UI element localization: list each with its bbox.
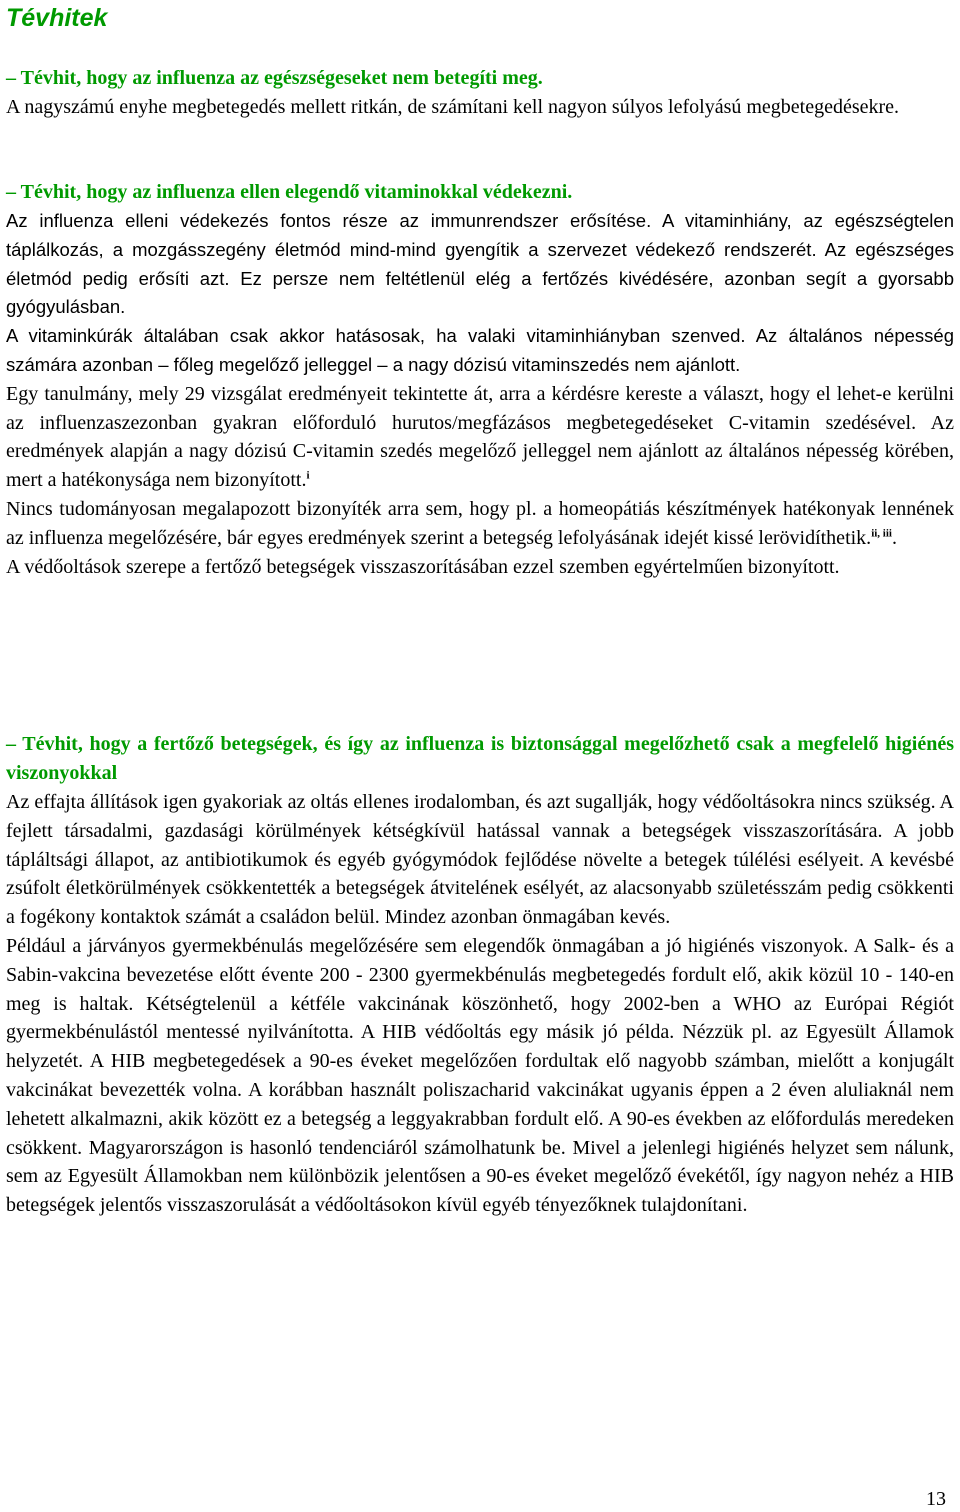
section-3-paragraph-2: Például a járványos gyermekbénulás megelőzésére sem elegendők önmagában a jó higiénés viszonyok. A Salk- és a Sabin-vakcina bevezetése előtt évente 200 - 2300 gyermekbénulás megbetegedés fordult elő, akik közül 10 - 140-en meg is haltak. Kétségtelenül a kétféle vakcinának köszönhető, hogy 2002-ben a WHO az Európai Régiót gyermekbénulástól mentessé nyilvánította. A HIB védőoltás egy másik jó példa. Nézzük pl. az Egyesült Államok helyzetét. A HIB megbetegedések a 90-es éveket megelőzően fordultak elő nagyobb számban, mielőtt a konjugált vakcinákat bevezették volna. A korábban használt poliszacharid vakcinákat ugyanis éppen a 2 éven aluliaknál nem lehetett alkalmazni, akik között ez a betegség a leggyakrabban fordult elő. A 90-es években az előfordulás meredeken csökkent. Magyarországon is hasonló tendenciáról számolhatunk be. Mivel a jelenlegi higiénés helyzet sem nálunk, sem az Egyesült Államokban nem különbözik jelentősen a 90-es éveket megelőző évekétől, így nagyon nehéz a HIB betegségek jelentős visszaszorulását a védőoltásokon kívül egyéb tényezőknek tulajdonítani.	[6, 934, 954, 1217]
section-2-paragraph-2: A vitaminkúrák általában csak akkor hatásosak, ha valaki vitaminhiányban szenved. Az általános népesség számára azonban – főleg megelőző jelleggel – a nagy dózisú vitaminszedés nem ajánlott.	[6, 325, 954, 375]
page-number: 13	[926, 1488, 946, 1510]
section-1-body: A nagyszámú enyhe megbetegedés mellett ritkán, de számítani kell nagyon súlyos lefolyású megbetegedésekre.	[6, 96, 900, 118]
section-1-heading: – Tévhit, hogy az influenza az egészségeseket nem betegíti meg.	[6, 67, 543, 89]
section-2-paragraph-4-text: Nincs tudományosan megalapozott bizonyíték arra sem, hogy pl. a homeopátiás készítmények hatékonyak lennének az influenza megelőzésére, bár egyes eredmények szerint a betegség lefolyásának idejét kissé lerövidíthetik.	[6, 497, 954, 549]
section-1	[6, 64, 954, 122]
section-2-paragraph-1: Az influenza elleni védekezés fontos része az immunrendszer erősítése. A vitaminhiány, az egészségtelen táplálkozás, a mozgásszegény életmód mind-mind gyengítik a szervezet védekező rendszerét. Az egészséges életmód pedig erősíti azt. Ez persze nem feltétlenül elég a fertőzés kivédésére, azonban segít a gyorsabb gyógyulásban.	[6, 210, 954, 318]
section-3-heading: – Tévhit, hogy a fertőző betegségek, és így az influenza is biztonsággal megelőzhető csak a megfelelő higiénés viszonyokkal	[6, 733, 954, 784]
section-2-heading: – Tévhit, hogy az influenza ellen elegendő vitaminokkal védekezni.	[6, 181, 573, 203]
page-title: Tévhitek	[6, 4, 108, 32]
section-2-paragraph-4	[6, 495, 954, 553]
section-2-paragraph-5: A védőoltások szerepe a fertőző betegségek visszaszorításában ezzel szemben egyértelműen bizonyított.	[6, 555, 840, 578]
section-2-paragraph-3	[6, 380, 954, 495]
section-2-paragraph-3-text: Egy tanulmány, mely 29 vizsgálat eredményeit tekintette át, arra a kérdésre kereste a választ, hogy el lehet-e kerülni az influenzaszezonban gyakran előforduló hurutos/megfázásos megbetegedéseket C-vitamin szedésével. Az eredmények alapján a nagy dózisú C-vitamin szedés megelőző jelleggel nem ajánlott az általános népesség körében, mert a hatékonysága nem bizonyított.	[6, 382, 954, 492]
section-2-paragraph-4-end: .	[891, 526, 897, 549]
section-2	[6, 178, 954, 581]
endnote-ref-ii-iii[interactable]: ii, iii	[871, 527, 892, 540]
section-3-paragraph-1: Az effajta állítások igen gyakoriak az oltás ellenes irodalomban, és azt sugallják, hogy védőoltásokra nincs szükség. A fejlett társadalmi, gazdasági körülmények kétségkívül hatással vannak a betegségek visszaszorítására. A jobb tápláltsági állapot, az antibiotikumok és egyéb gyógymódok fejlődése növelte a betegek túlélési esélyeit. A kevésbé zsúfolt életkörülmények csökkentették a betegségek átvitelének esélyét, az alacsonyabb születésszám pedig csökkenti a fogékony kontaktok számát a családon belül. Mindez azonban önmagában kevés.	[6, 791, 954, 929]
endnote-ref-i[interactable]: i	[306, 469, 310, 482]
section-3	[6, 730, 954, 1220]
